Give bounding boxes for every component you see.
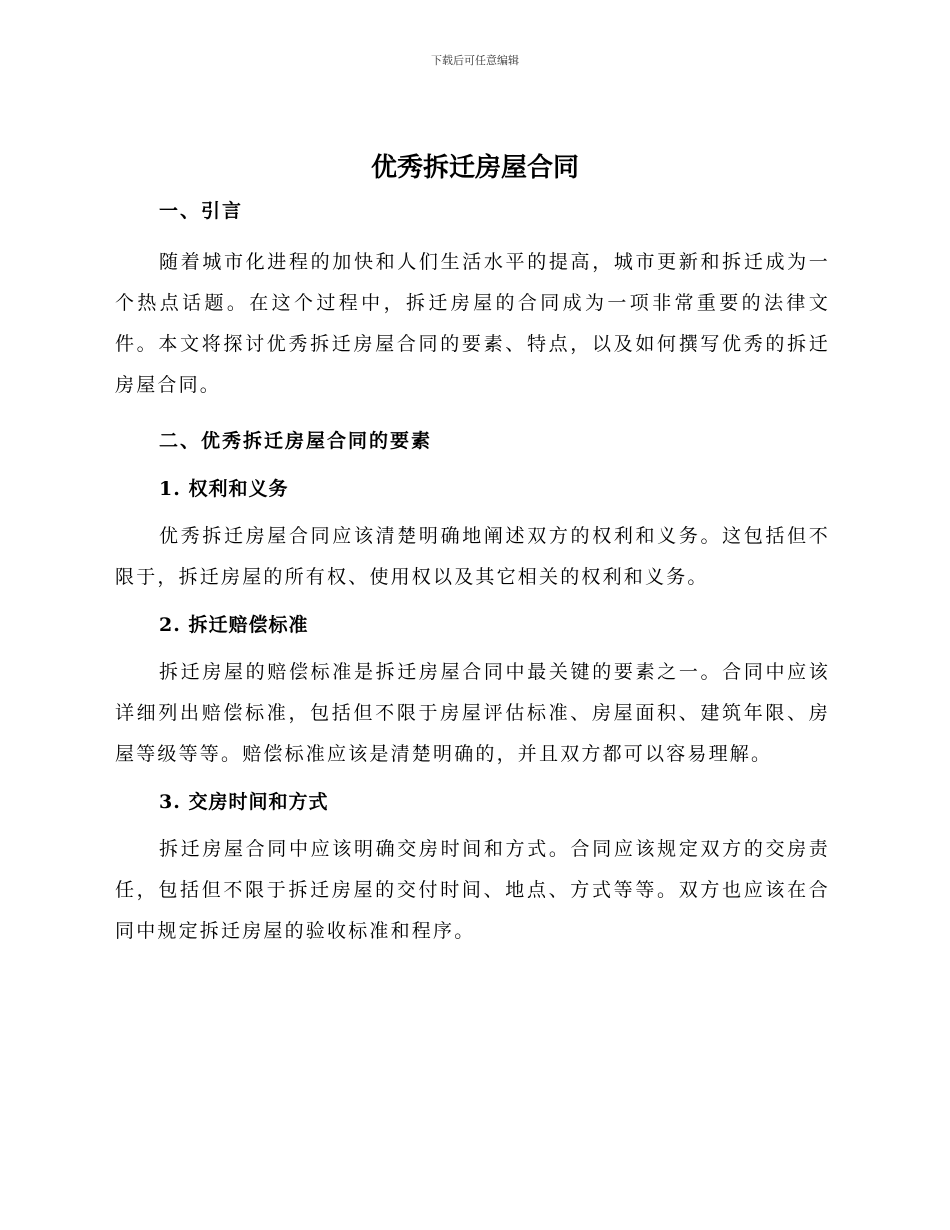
subsection-paragraph-handover: 拆迁房屋合同中应该明确交房时间和方式。合同应该规定双方的交房责任，包括但不限于拆迁房屋的交付时间、地点、方式等等。双方也应该在合同中规定拆迁房屋的验收标准和程序。 <box>115 838 830 942</box>
subsection-paragraph-rights: 优秀拆迁房屋合同应该清楚明确地阐述双方的权利和义务。这包括但不限于，拆迁房屋的所有权、使用权以及其它相关的权利和义务。 <box>115 525 830 588</box>
subsection-heading-rights: 1. 权利和义务 <box>159 478 289 500</box>
document-body <box>115 198 830 952</box>
document-title: 优秀拆迁房屋合同 <box>370 153 579 183</box>
subsection-heading-compensation: 2. 拆迁赔偿标准 <box>159 614 309 636</box>
intro-paragraph: 随着城市化进程的加快和人们生活水平的提高，城市更新和拆迁成为一个热点话题。在这个过程中，拆迁房屋的合同成为一项非常重要的法律文件。本文将探讨优秀拆迁房屋合同的要素、特点，以及如何撰写优秀的拆迁房屋合同。 <box>115 251 830 396</box>
section-heading-intro: 一、引言 <box>159 200 244 222</box>
page-header-note: 下载后可任意编辑 <box>431 54 519 67</box>
subsection-paragraph-compensation: 拆迁房屋的赔偿标准是拆迁房屋合同中最关键的要素之一。合同中应该详细列出赔偿标准，包括但不限于房屋评估标准、房屋面积、建筑年限、房屋等级等等。赔偿标准应该是清楚明确的，并且双方都可以容易理解。 <box>115 661 830 765</box>
subsection-heading-handover: 3. 交房时间和方式 <box>159 791 329 813</box>
section-heading-elements: 二、优秀拆迁房屋合同的要素 <box>159 430 433 452</box>
